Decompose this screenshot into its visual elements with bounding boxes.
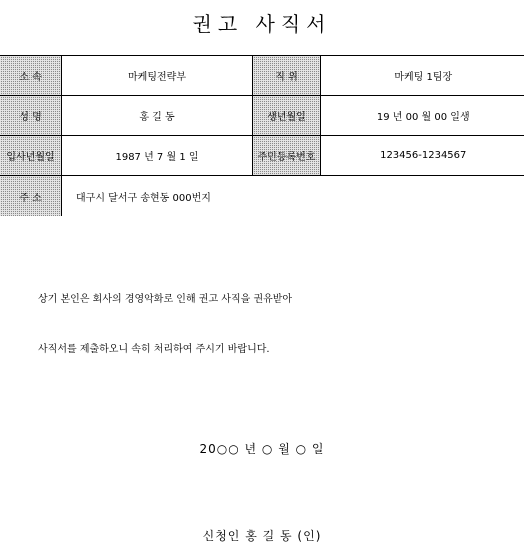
table-row [0,176,524,217]
resident-number-value: 123456-1234567 [321,136,524,176]
position-value: 마케팅 1팀장 [321,56,524,96]
hire-date-value: 1987 년 7 월 1 일 [62,136,253,176]
resident-number-label: 주민등록번호 [253,136,321,176]
submission-date: 20○○ 년 ○ 월 ○ 일 [199,442,325,456]
table-row [0,136,524,176]
table-row [0,56,524,96]
hire-date-label: 입사년월일 [0,136,62,176]
statement-line-2: 사직서를 제출하오니 속히 처리하여 주시기 바랍니다. [38,344,270,355]
applicant-signature-line: 신청인 홍 길 동 (인) [202,529,322,543]
table-row [0,96,524,136]
name-value: 홍 길 동 [62,96,253,136]
department-value: 마케팅전략부 [62,56,253,96]
birthdate-value: 19 년 00 월 00 일생 [321,96,524,136]
department-label: 소 속 [0,56,62,96]
address-label: 주 소 [0,176,62,217]
statement-line-1: 상기 본인은 회사의 경영악화로 인해 권고 사직을 권유받아 [38,294,293,305]
address-value: 대구시 달서구 송현동 000번지 [62,176,524,217]
name-label: 성 명 [0,96,62,136]
personal-info-table [0,55,524,216]
document-title: 권고 사직서 [192,12,332,36]
birthdate-label: 생년월일 [253,96,321,136]
position-label: 직 위 [253,56,321,96]
